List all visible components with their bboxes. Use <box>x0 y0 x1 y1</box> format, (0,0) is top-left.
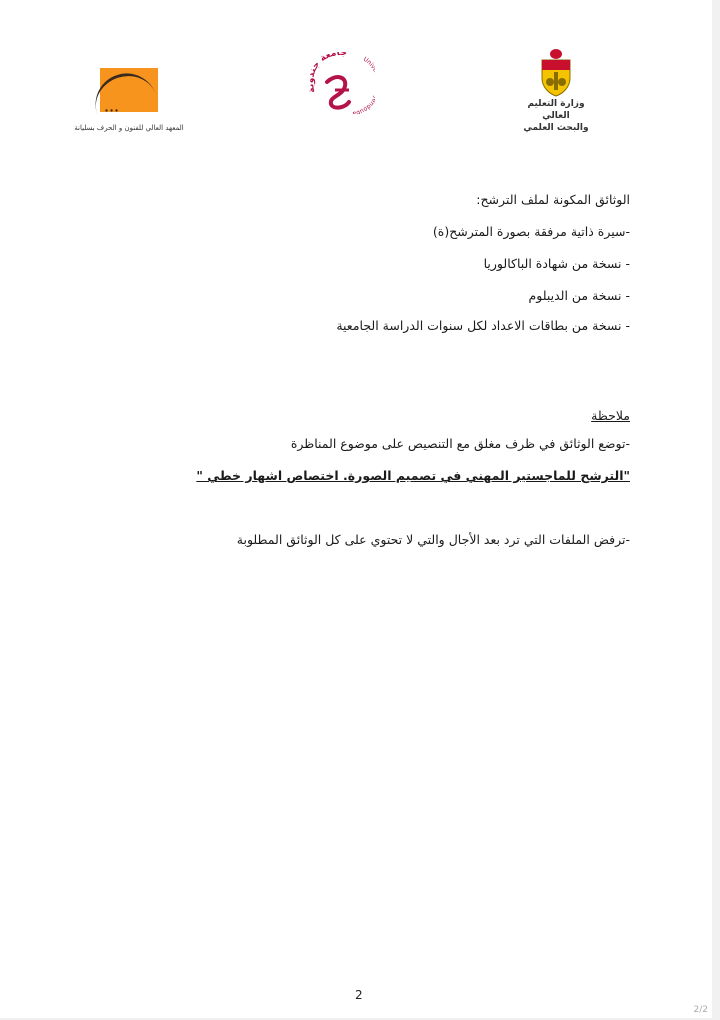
documents-item: - نسخة من شهادة الباكالوريا <box>483 256 630 271</box>
note-line-emphasis: "الترشح للماجستير المهني في تصميم الصورة. اختصاص اشهار خطي " <box>196 468 630 483</box>
note-heading: ملاحظة <box>591 408 630 423</box>
documents-item: -سيرة ذاتية مرفقة بصورة المترشح(ة) <box>432 224 630 239</box>
university-arabic-name: جامعة جندوبة <box>305 52 348 95</box>
letterhead <box>0 0 720 150</box>
institute-logo: ∙∙∙ <box>90 66 160 116</box>
institute-caption: المعهد العالي للفنون و الحرف بسليانة <box>74 124 184 132</box>
page-counter: 2/2 <box>693 1005 708 1015</box>
ministry-name <box>520 98 592 134</box>
svg-text:جامعة جندوبة <box>306 52 348 94</box>
university-latin-name: Uni ndouba <box>351 55 375 114</box>
university-logo <box>305 52 375 114</box>
note-line: -توضع الوثائق في ظرف مغلق مع التنصيص على موضوع المناظرة <box>290 436 630 451</box>
ministry-name-line2: والبحث العلمي <box>523 123 589 133</box>
rejection-note: -ترفض الملفات التي ترد بعد الأجال والتي لا تحتوي على كل الوثائق المطلوبة <box>236 532 630 547</box>
documents-item: - نسخة من الديبلوم <box>528 288 630 303</box>
documents-item: - نسخة من بطاقات الاعداد لكل سنوات الدراسة الجامعية <box>336 318 630 333</box>
documents-heading: الوثائق المكونة لملف الترشح: <box>476 192 630 207</box>
svg-text:Université de Jendouba <box>352 56 375 114</box>
ministry-name-line1: وزارة التعليم العالي <box>527 99 585 121</box>
page-number: 2 <box>355 988 363 1002</box>
